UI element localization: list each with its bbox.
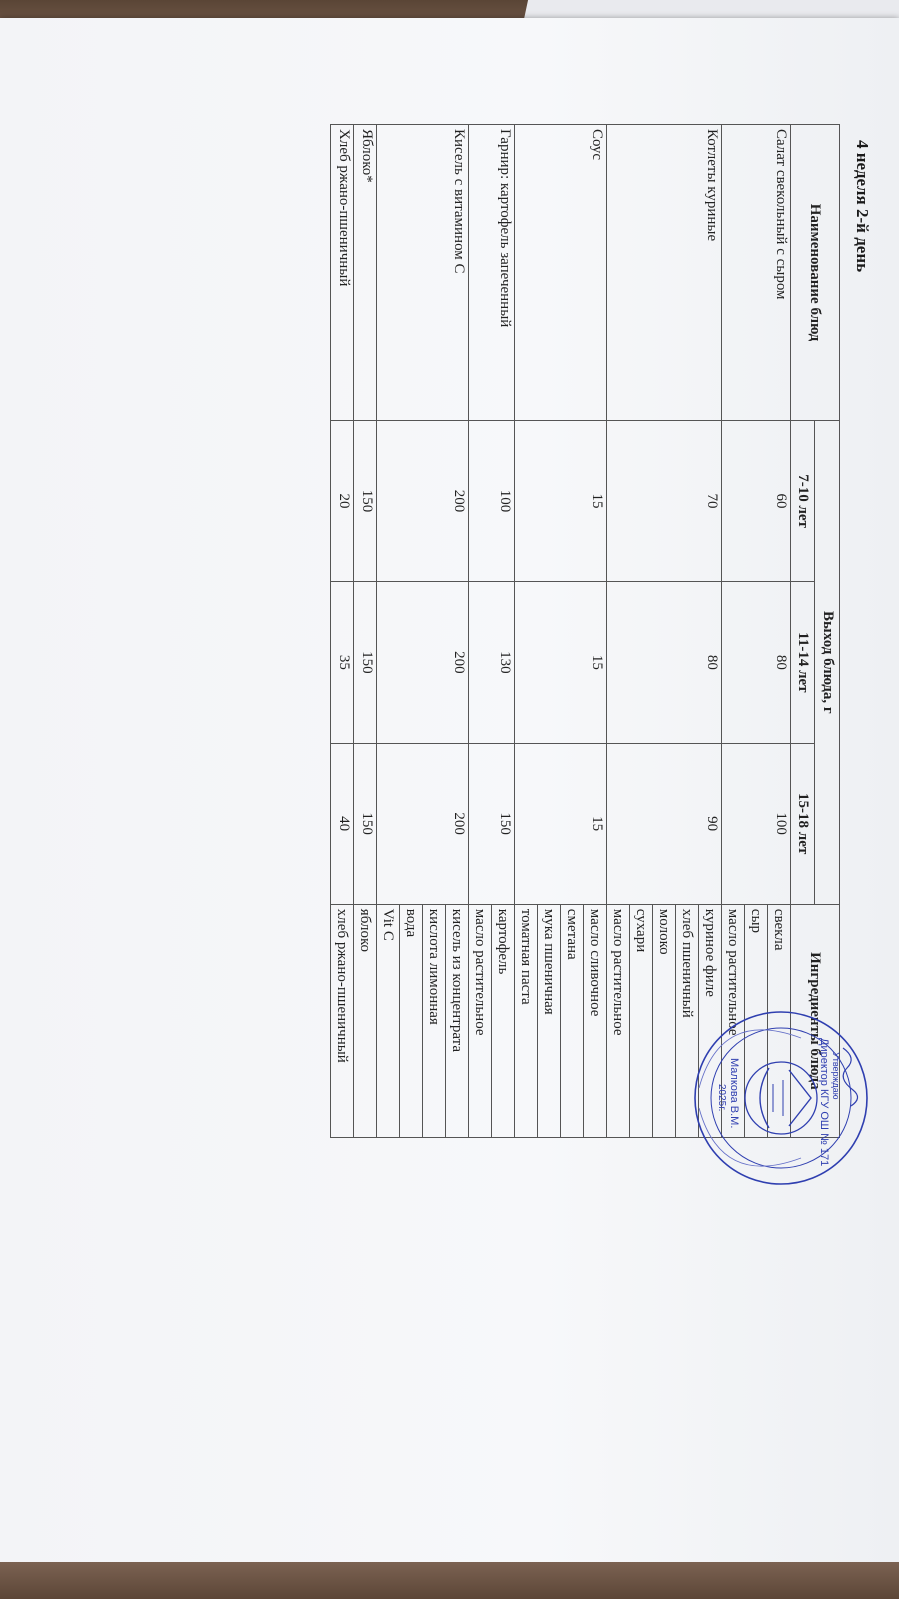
portion-7-10-cell: 15 [515, 420, 607, 581]
ingredient-cell: кисель из концентрата [446, 904, 469, 1137]
ingredient-cell: масло сливочное [584, 904, 607, 1137]
ingredient-cell: Vit C [377, 904, 400, 1137]
dish-name-cell: Салат свекольный с сыром [722, 125, 791, 421]
portion-7-10-cell: 70 [607, 420, 722, 581]
portion-11-14-cell: 35 [331, 582, 354, 743]
portion-7-10-cell: 200 [377, 420, 469, 581]
dish-name-cell: Яблоко* [354, 125, 377, 421]
header-dish-name: Наименование блюд [791, 125, 840, 421]
portion-11-14-cell: 80 [722, 582, 791, 743]
ingredient-cell: сыр [745, 904, 768, 1137]
portion-7-10-cell: 100 [469, 420, 515, 581]
ingredient-cell: кислота лимонная [423, 904, 446, 1137]
dish-name-cell: Кисель с витамином С [377, 125, 469, 421]
dish-name-cell: Котлеты куриные [607, 125, 722, 421]
page-title: 4 неделя 2-й день [853, 140, 872, 273]
menu-table [330, 124, 840, 1138]
header-age-11-14: 11-14 лет [791, 582, 816, 743]
ingredient-cell: куриное филе [699, 904, 722, 1137]
stamp-year: 2025г. [716, 1084, 727, 1112]
ingredient-cell: хлеб пшеничный [676, 904, 699, 1137]
table-header-row [815, 125, 840, 1138]
ingredient-cell: томатная паста [515, 904, 538, 1137]
dish-name-cell: Гарнир: картофель запеченный [469, 125, 515, 421]
portion-15-18-cell: 40 [331, 743, 354, 904]
portion-11-14-cell: 200 [377, 582, 469, 743]
portion-11-14-cell: 130 [469, 582, 515, 743]
ingredient-cell: молоко [653, 904, 676, 1137]
portion-7-10-cell: 150 [354, 420, 377, 581]
ingredient-cell: масло растительное [722, 904, 745, 1137]
table-row [768, 125, 791, 1138]
portion-15-18-cell: 100 [722, 743, 791, 904]
portion-11-14-cell: 80 [607, 582, 722, 743]
stamp-emblem [745, 1062, 817, 1134]
portion-15-18-cell: 15 [515, 743, 607, 904]
portion-15-18-cell: 150 [469, 743, 515, 904]
portion-15-18-cell: 90 [607, 743, 722, 904]
stamp-signature [843, 1048, 858, 1106]
ingredient-cell: картофель [492, 904, 515, 1137]
stamp-approved: Утверждаю [831, 1052, 841, 1100]
portion-15-18-cell: 200 [377, 743, 469, 904]
header-ingredients: Ингредиенты блюда [791, 904, 840, 1137]
ingredient-cell: хлеб ржано-пшеничный [331, 904, 354, 1137]
ingredient-cell: яблоко [354, 904, 377, 1137]
stamp-signer: Малкова В.М. [728, 1058, 740, 1129]
dish-name-cell: Хлеб ржано-пшеничный [331, 125, 354, 421]
ingredient-cell: свекла [768, 904, 791, 1137]
portion-15-18-cell: 150 [354, 743, 377, 904]
table-row [699, 125, 722, 1138]
table-row [331, 125, 354, 1138]
portion-7-10-cell: 60 [722, 420, 791, 581]
rotated-document [100, 98, 880, 1578]
header-age-7-10: 7-10 лет [791, 420, 816, 581]
stamp-position: Директор КГУ ОШ № 171 [818, 1038, 830, 1167]
ingredient-cell: сухари [630, 904, 653, 1137]
table-row [354, 125, 377, 1138]
table-row [492, 125, 515, 1138]
ingredient-cell: масло растительное [469, 904, 492, 1137]
table-body [331, 125, 791, 1138]
official-stamp-seal [688, 1008, 874, 1188]
portion-11-14-cell: 15 [515, 582, 607, 743]
portion-11-14-cell: 150 [354, 582, 377, 743]
ingredient-cell: мука пшеничная [538, 904, 561, 1137]
header-output: Выход блюда, г [815, 420, 840, 904]
ingredient-cell: сметана [561, 904, 584, 1137]
dish-name-cell: Соус [515, 125, 607, 421]
table-row [446, 125, 469, 1138]
portion-7-10-cell: 20 [331, 420, 354, 581]
header-age-15-18: 15-18 лет [791, 743, 816, 904]
ingredient-cell: вода [400, 904, 423, 1137]
ingredient-cell: масло растительное [607, 904, 630, 1137]
table-row [584, 125, 607, 1138]
